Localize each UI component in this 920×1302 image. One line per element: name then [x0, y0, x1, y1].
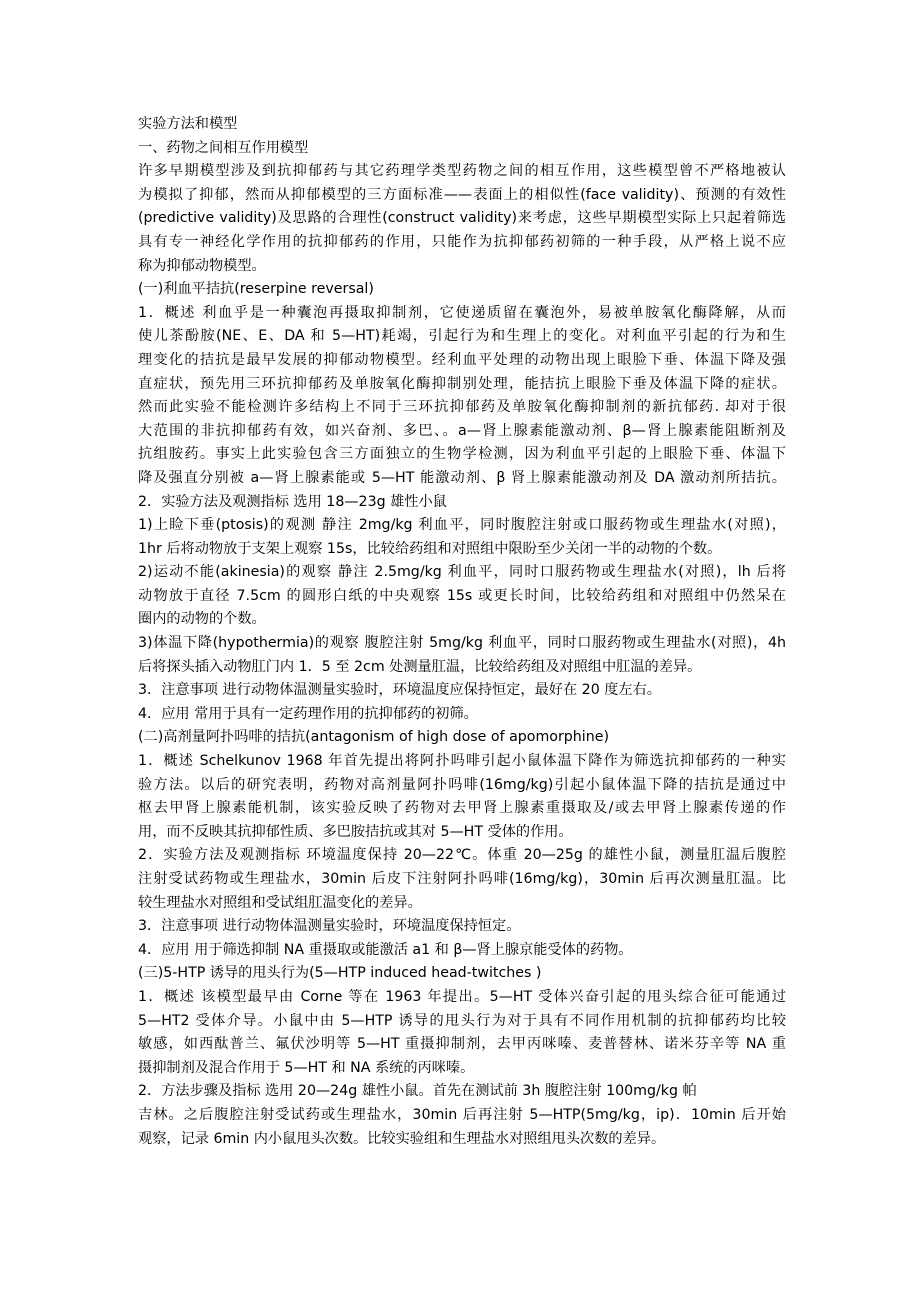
- text-line: 为模拟了抑郁，然而从抑郁模型的三方面标准——表面上的相似性(face validity)、预测的有效性: [138, 186, 786, 203]
- text-line: 理变化的拮抗是最早发展的抑郁动物模型。经利血平处理的动物出现上眼脸下垂、体温下降及强: [138, 351, 786, 368]
- text-line: 降及强直分别被 a—肾上腺素能或 5—HT 能激动剂、β 肾上腺素能激动剂及 DA 激动剂所拮抗。: [138, 469, 786, 486]
- text-line: 用，而不反映其抗抑郁性质、多巴胺拮抗或其对 5—HT 受体的作用。: [138, 823, 573, 840]
- text-line: 称为抑郁动物模型。: [138, 257, 266, 274]
- text-line: 具有专一神经化学作用的抗抑郁药的作用，只能作为抗抑郁药初筛的一种手段，从严格上说不应: [138, 233, 786, 250]
- intro-paragraph: [138, 160, 798, 278]
- subsection-heading: (二)高剂量阿扑吗啡的拮抗(antagonism of high dose of apomorphine): [138, 729, 609, 746]
- text-line: 2．方法步骤及指标 选用 20—24g 雄性小鼠。首先在测试前 3h 腹腔注射 100mg/kg 帕: [138, 1083, 697, 1100]
- text-line: 动物放于直径 7.5cm 的圆形白纸的中央观察 15s 或更长时间，比较给药组和对照组中仍然呆在: [138, 587, 786, 604]
- text-line: 注射受试药物或生理盐水，30min 后皮下注射阿扑吗啡(16mg/kg)，30min 后再次测量肛温。比: [138, 871, 786, 887]
- section-heading-drug-interaction-models: 一、药物之间相互作用模型: [138, 139, 309, 156]
- text-line: 1hr 后将动物放于支架上观察 15s，比较给药组和对照组中限盼至少关闭一半的动物的个数。: [138, 540, 722, 557]
- document-page: [138, 113, 798, 1151]
- document-title: 实验方法和模型: [138, 116, 238, 132]
- text-line: 2)运动不能(akinesia)的观察 静注 2.5mg/kg 利血平，同时口服药物或生理盐水(对照)，lh 后将: [138, 564, 786, 581]
- text-line: 1)上睑下垂(ptosis)的观测 静注 2mg/kg 利血平，同时腹腔注射或口服药物或生理盐水(对照)，: [138, 517, 786, 534]
- text-line: 4．应用 用于筛选抑制 NA 重摄取或能激活 a1 和 β—肾上腺京能受体的药物。: [138, 941, 633, 958]
- subsections: [138, 278, 798, 1151]
- text-line: 2．实验方法及观测指标 选用 18—23g 雄性小鼠: [138, 493, 447, 510]
- text-line: 敏感，如西酞普兰、氟伏沙明等 5—HT 重摄抑制剂，去甲丙咪嗪、麦普替林、诺米芬辛等 NA 重: [138, 1036, 786, 1053]
- text-line: (predictive validity)及思路的合理性(construct validity)来考虑，这些早期模型实际上只起着筛选: [138, 210, 786, 227]
- text-line: 3)体温下降(hypothermia)的观察 腹腔注射 5mg/kg 利血平，同时口服药物或生理盐水(对照)，4h: [138, 635, 786, 652]
- text-line: 直症状，预先用三环抗抑郁药及单胺氧化酶抑制别处理，能拮抗上眼脸下垂及体温下降的症状。: [138, 375, 786, 392]
- text-line: 摄抑制剂及混合作用于 5—HT 和 NA 系统的丙咪嗪。: [138, 1059, 475, 1076]
- text-line: 5—HT2 受体介导。小鼠中由 5—HTP 诱导的甩头行为对于具有不同作用机制的抗抑郁药均比较: [138, 1012, 786, 1029]
- subsection-heading: (一)利血平拮抗(reserpine reversal): [138, 281, 374, 298]
- subsection-reserpine-reversal: [138, 278, 798, 726]
- text-line: 1．概述 该模型最早由 Corne 等在 1963 年提出。5—HT 受体兴奋引起的甩头综合征可能通过: [138, 988, 786, 1005]
- text-line: 吉林。之后腹腔注射受试药或生理盐水，30min 后再注射 5—HTP(5mg/kg，ip)．10min 后开始: [138, 1106, 786, 1123]
- text-line: 大范围的非抗抑郁药有效，如兴奋剂、多巴、。a—肾上腺素能激动剂、β—肾上腺素能阻断剂及: [138, 422, 786, 439]
- text-line: 观察，记录 6min 内小鼠甩头次数。比较实验组和生理盐水对照组甩头次数的差异。: [138, 1130, 666, 1147]
- text-line: 许多早期模型涉及到抗抑郁药与其它药理学类型药物之间的相互作用，这些模型曾不严格地被认: [138, 163, 786, 180]
- text-line: 2．实验方法及观测指标 环境温度保持 20—22℃。体重 20—25g 的雄性小鼠，测量肛温后腹腔: [138, 847, 786, 864]
- text-line: 后将探头插入动物肛门内 1．5 至 2cm 处测量肛温，比较给药组及对照组中肛温的差异。: [138, 658, 702, 675]
- text-line: 枢去甲肾上腺素能机制，该实验反映了药物对去甲肾上腺素重摄取及/或去甲肾上腺素传递的作: [138, 800, 786, 817]
- text-line: 抗组胺药。事实上此实验包含三方面独立的生物学检测，因为利血平引起的上眼脸下垂、体温下: [138, 446, 786, 463]
- text-line: 较生理盐水对照组和受试组肛温变化的差异。: [138, 894, 422, 911]
- text-line: 1．概述 利血乎是一种囊泡再摄取抑制剂，它使递质留在囊泡外，易被单胺氧化酶降解，从而: [138, 304, 786, 321]
- text-line: 3．注意事项 进行动物体温测量实验时，环境温度保持恒定。: [138, 918, 521, 935]
- text-line: 然而此实验不能检测许多结构上不同于三环抗抑郁药及单胺氧化酶抑制剂的新抗郁药. 却对于很: [138, 399, 786, 416]
- text-line: 圈内的动物的个数。: [138, 611, 266, 628]
- text-line: 3．注意事项 进行动物体温测量实验时，环境温度应保持恒定，最好在 20 度左右。: [138, 682, 661, 699]
- subsection-apomorphine-antagonism: [138, 726, 798, 962]
- text-line: 使儿茶酚胺(NE、E、DA 和 5—HT)耗竭，引起行为和生理上的变化。对利血平引起的行为和生: [138, 328, 786, 345]
- subsection-heading: (三)5-HTP 诱导的甩头行为(5—HTP induced head-twitches ): [138, 965, 542, 982]
- text-line: 4．应用 常用于具有一定药理作用的抗抑郁药的初筛。: [138, 705, 478, 722]
- text-line: 1．概述 Schelkunov 1968 年首先提出将阿扑吗啡引起小鼠体温下降作为筛选抗抑郁药的一种实: [138, 753, 786, 770]
- subsection-htp-head-twitches: [138, 962, 798, 1151]
- text-line: 验方法。以后的研究表明，药物对高剂量阿扑吗啡(16mg/kg)引起小鼠体温下降的拮抗是通过中: [138, 776, 786, 793]
